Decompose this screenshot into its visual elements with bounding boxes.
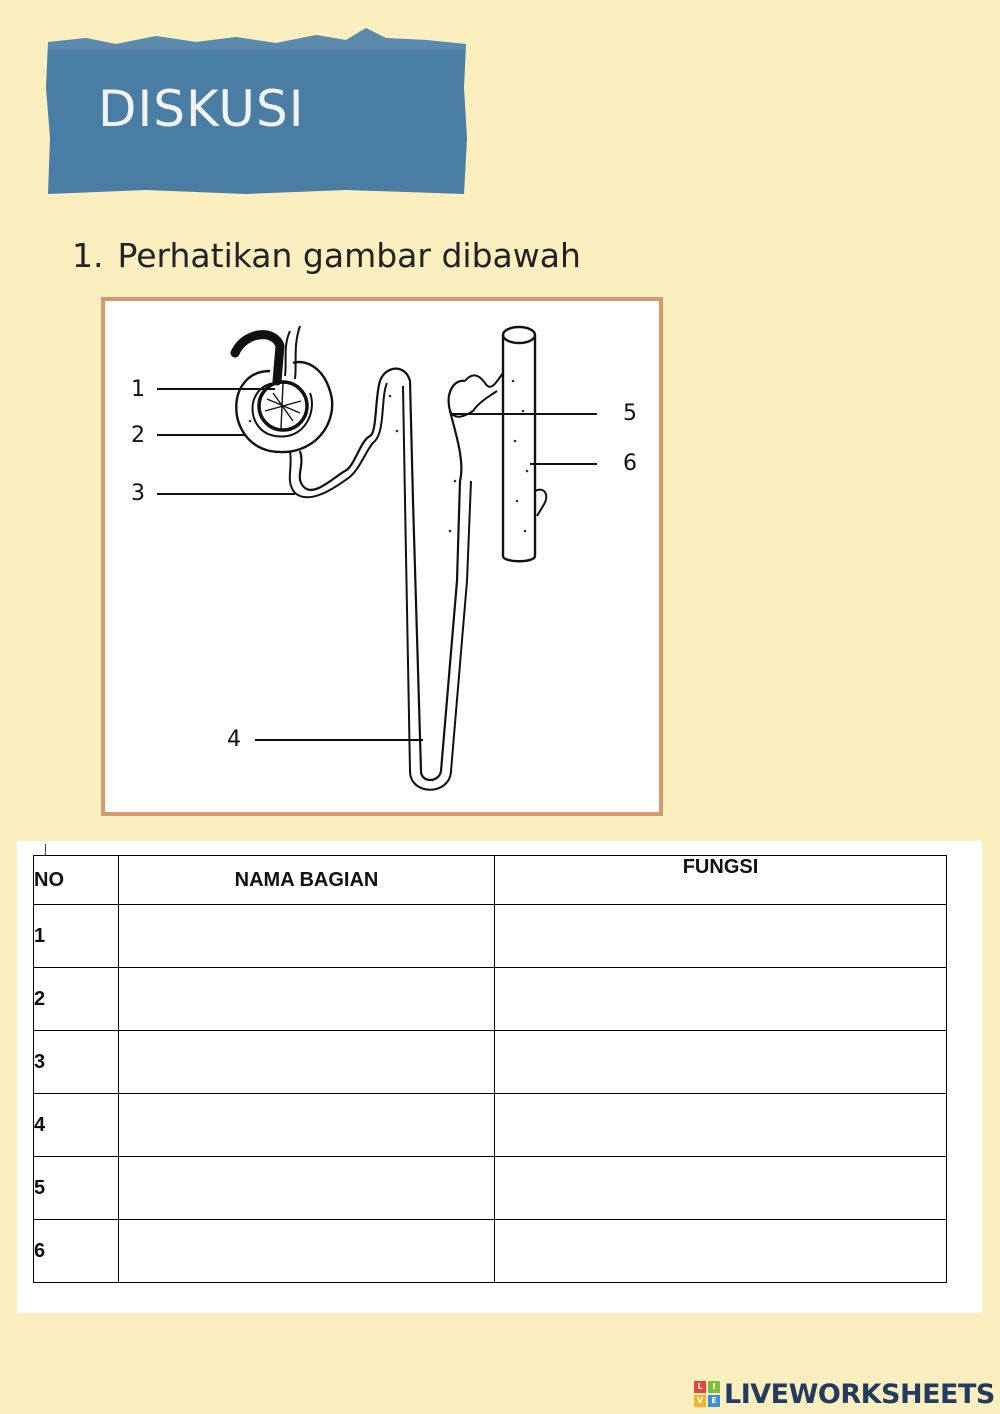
- question-instruction: [72, 236, 581, 275]
- fungsi-answer-field[interactable]: [495, 1031, 947, 1094]
- fungsi-answer-field[interactable]: [495, 905, 947, 968]
- row-number: 3: [34, 1031, 119, 1094]
- answer-table-container: [17, 841, 982, 1313]
- table-row: [34, 968, 947, 1031]
- fungsi-answer-field[interactable]: [495, 968, 947, 1031]
- fungsi-answer-field[interactable]: [495, 1094, 947, 1157]
- header-fungsi: FUNGSI: [495, 856, 947, 905]
- logo-block-l: L: [694, 1381, 706, 1393]
- nama-bagian-answer-field[interactable]: [119, 1031, 495, 1094]
- question-text: Perhatikan gambar dibawah: [117, 236, 581, 275]
- table-row: [34, 1220, 947, 1283]
- row-number: 1: [34, 905, 119, 968]
- logo-block-e: E: [708, 1395, 720, 1407]
- liveworksheets-logo: [694, 1377, 995, 1411]
- nama-bagian-answer-field[interactable]: [119, 1220, 495, 1283]
- nama-bagian-answer-field[interactable]: [119, 905, 495, 968]
- table-row: [34, 1157, 947, 1220]
- diagram-label-5: 5: [623, 401, 637, 426]
- nephron-diagram: [101, 297, 663, 816]
- nama-bagian-answer-field[interactable]: [119, 968, 495, 1031]
- row-number: 6: [34, 1220, 119, 1283]
- fungsi-answer-field[interactable]: [495, 1157, 947, 1220]
- logo-block-i: I: [708, 1381, 720, 1393]
- live-blocks-icon: [694, 1381, 720, 1407]
- diagram-label-2: 2: [131, 423, 145, 448]
- table-header-row: [34, 856, 947, 905]
- table-row: [34, 1031, 947, 1094]
- table-row: [34, 1094, 947, 1157]
- diagram-label-4: 4: [227, 727, 241, 752]
- diagram-label-6: 6: [623, 451, 637, 476]
- answer-table: [33, 855, 947, 1283]
- header-no: NO: [34, 856, 119, 905]
- diagram-label-1: 1: [131, 377, 145, 402]
- question-number: 1.: [72, 236, 104, 275]
- title-banner: [46, 28, 468, 194]
- row-number: 5: [34, 1157, 119, 1220]
- fungsi-answer-field[interactable]: [495, 1220, 947, 1283]
- banner-title: DISKUSI: [98, 80, 305, 138]
- nama-bagian-answer-field[interactable]: [119, 1157, 495, 1220]
- diagram-label-3: 3: [131, 481, 145, 506]
- nephron-illustration: [105, 301, 659, 812]
- table-row: [34, 905, 947, 968]
- row-number: 2: [34, 968, 119, 1031]
- row-number: 4: [34, 1094, 119, 1157]
- header-nama-bagian: NAMA BAGIAN: [119, 856, 495, 905]
- logo-text: LIVEWORKSHEETS: [724, 1378, 995, 1410]
- logo-block-v: V: [694, 1395, 706, 1407]
- nama-bagian-answer-field[interactable]: [119, 1094, 495, 1157]
